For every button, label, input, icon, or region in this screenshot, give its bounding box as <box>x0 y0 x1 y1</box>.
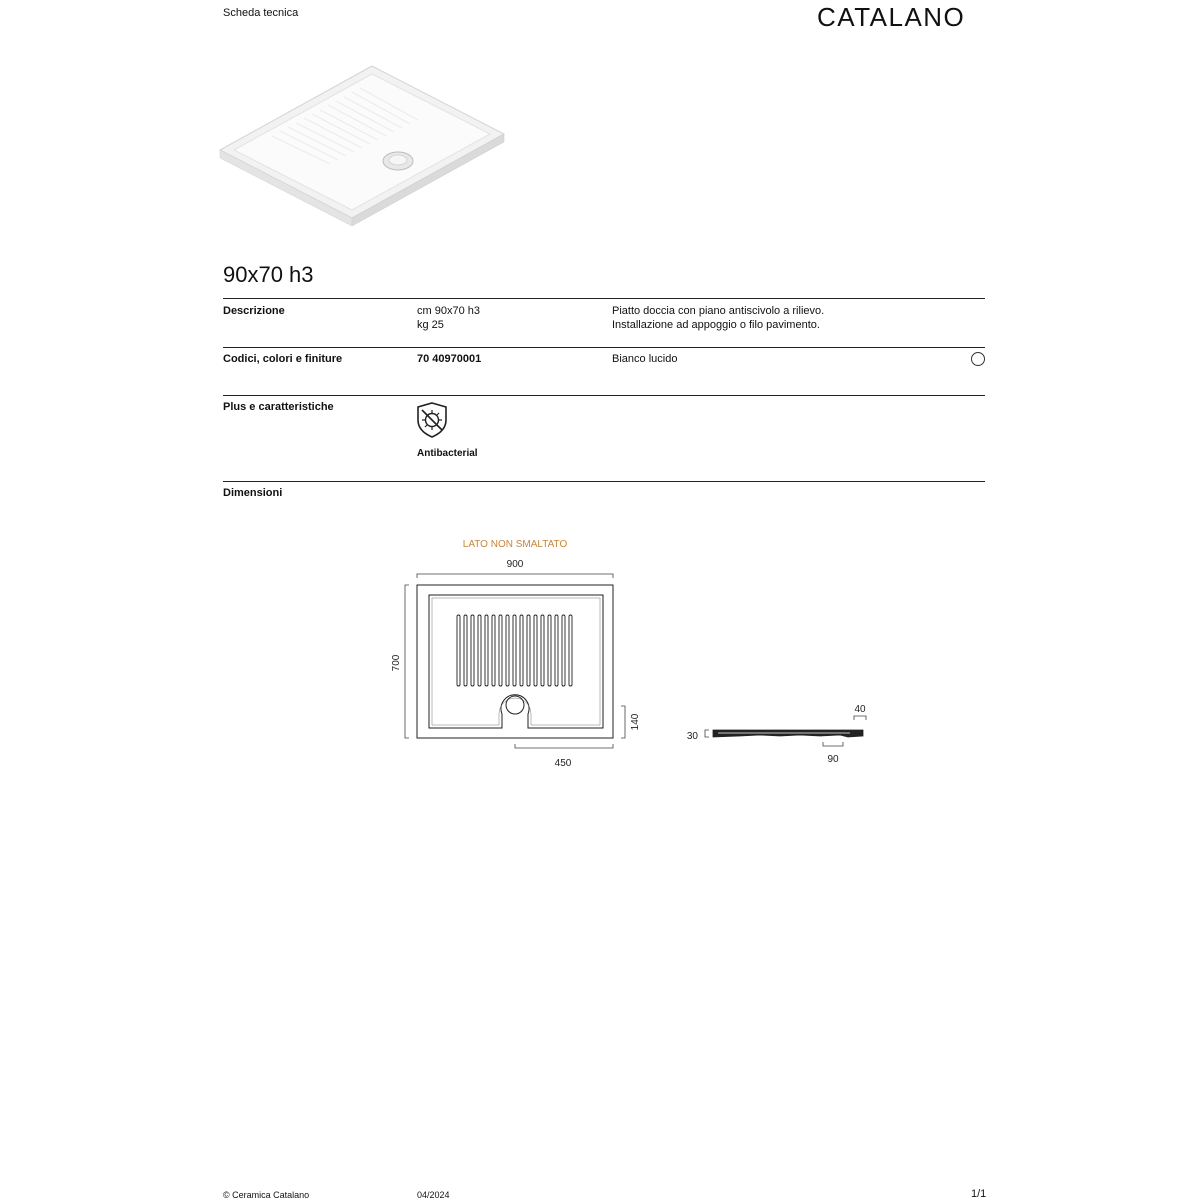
drain-center-line <box>515 744 613 748</box>
side-drain-dimension: 90 <box>827 754 839 765</box>
description-line-2: Installazione ad appoggio o filo pavimento. <box>612 319 820 331</box>
rim-dimension: 40 <box>854 704 866 715</box>
footer-date: 04/2024 <box>417 1190 450 1200</box>
product-image <box>212 58 512 233</box>
tray-outline <box>417 585 613 738</box>
depth-dimension: 700 <box>391 654 402 672</box>
height-edge-dimension: 30 <box>686 731 698 742</box>
product-title: 90x70 h3 <box>223 262 314 287</box>
antibacterial-icon <box>416 402 448 438</box>
section-divider <box>223 395 985 396</box>
dimension-spec: cm 90x70 h3 <box>417 305 480 317</box>
color-swatch <box>971 352 985 366</box>
weight-spec: kg 25 <box>417 319 444 331</box>
section-label-dimensioni: Dimensioni <box>223 487 283 499</box>
product-code: 70 40970001 <box>417 353 482 365</box>
section-divider <box>223 298 985 299</box>
brand-logo: CATALANO <box>817 2 966 32</box>
width-dimension: 900 <box>506 559 524 570</box>
feature-label: Antibacterial <box>417 448 478 459</box>
section-label-descrizione: Descrizione <box>223 305 285 317</box>
doc-type-label: Scheda tecnica <box>223 7 299 19</box>
footer-copyright: © Ceramica Catalano <box>223 1190 310 1200</box>
drain-center-dimension: 450 <box>554 758 572 769</box>
depth-dimension-line <box>405 585 409 738</box>
finish-name: Bianco lucido <box>612 353 678 365</box>
description-line-1: Piatto doccia con piano antiscivolo a rilievo. <box>612 305 825 317</box>
drain-offset-line <box>621 706 625 738</box>
drain-offset-dimension: 140 <box>630 713 641 731</box>
tray-section-profile <box>713 730 863 737</box>
width-dimension-line <box>417 574 613 578</box>
technical-drawing <box>380 530 900 780</box>
section-divider <box>223 481 985 482</box>
section-label-codici: Codici, colori e finiture <box>223 353 343 365</box>
unglazed-side-note: LATO NON SMALTATO <box>462 539 568 550</box>
section-label-plus: Plus e caratteristiche <box>223 401 334 413</box>
section-divider <box>223 347 985 348</box>
page-number: 1/1 <box>971 1188 987 1200</box>
